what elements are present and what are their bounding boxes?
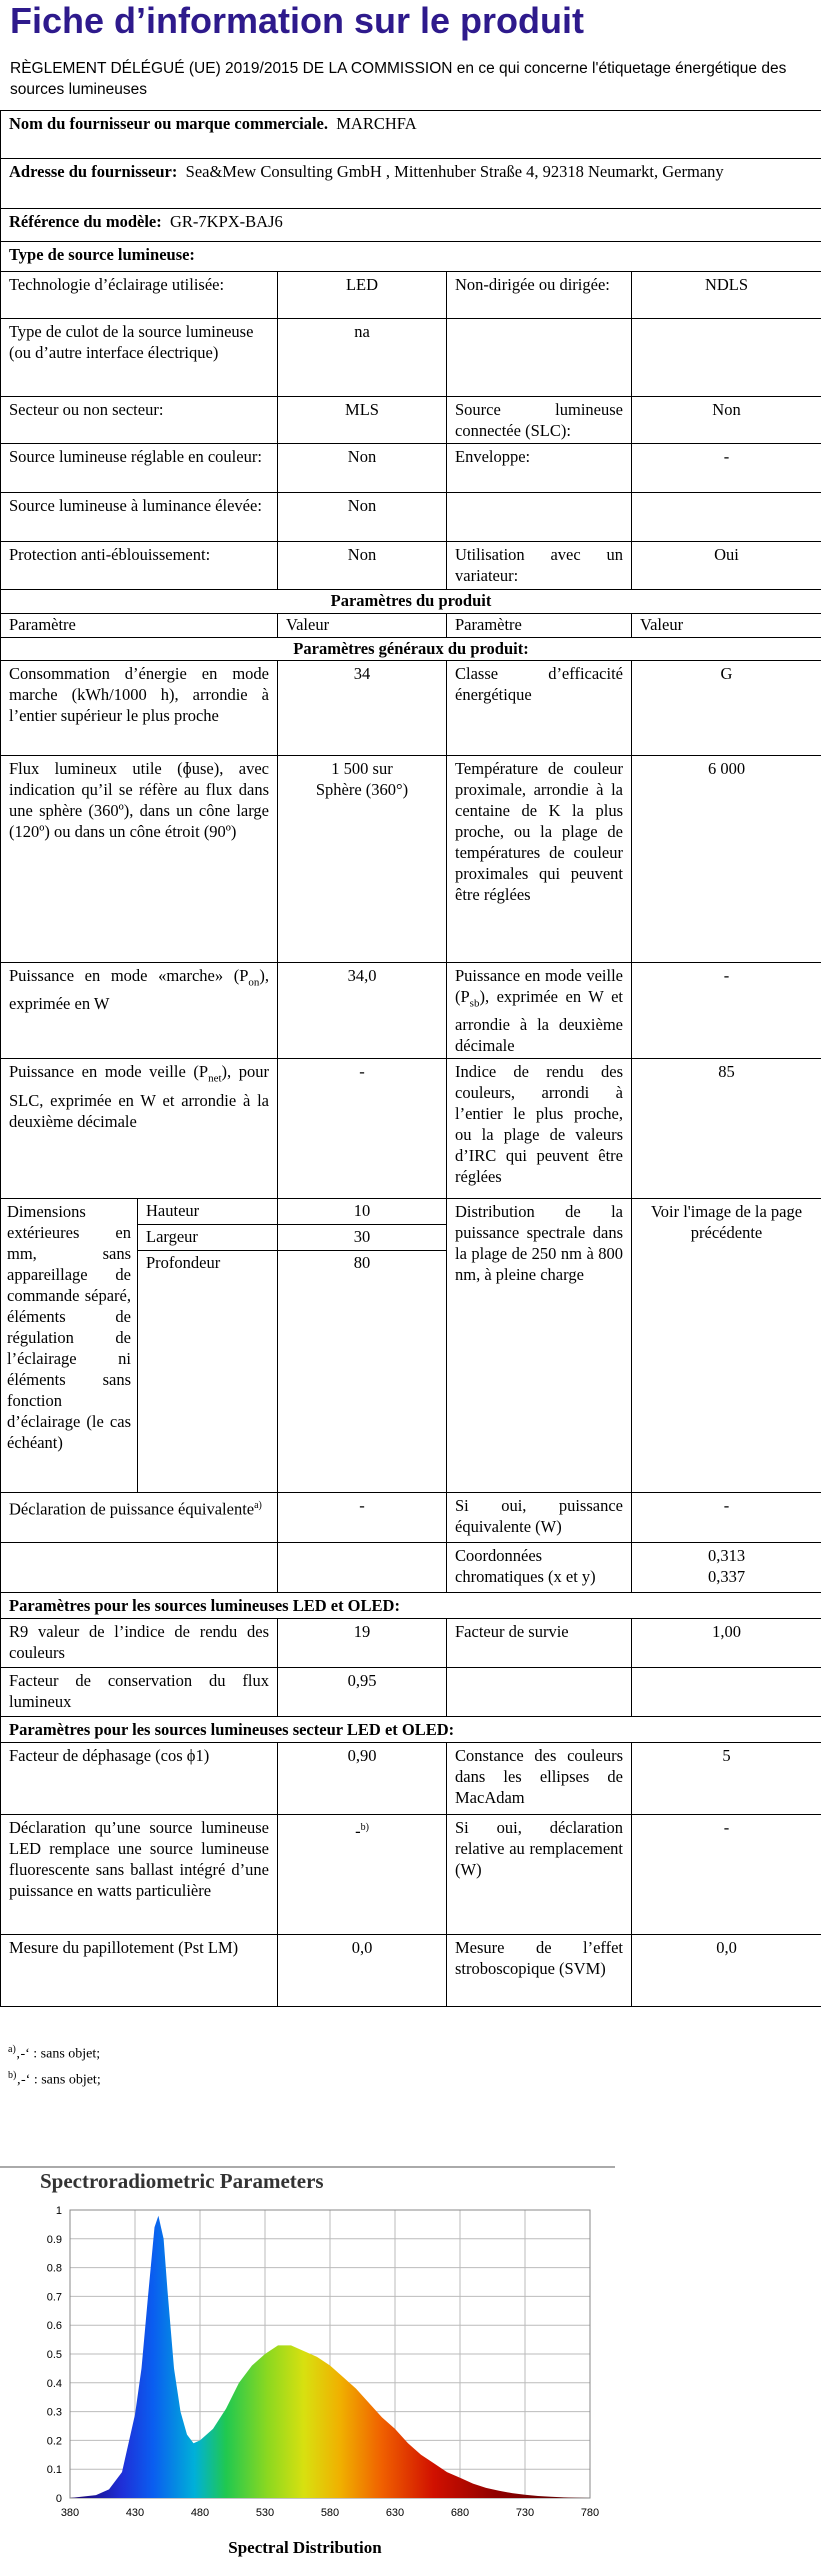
pon-value: 34,0 [278, 963, 447, 1059]
luminance-label: Source lumineuse à luminance élevée: [1, 493, 278, 542]
dimensions-label: Dimensions extérieures en mm, sans appareillage de commande séparé, éléments de régulation de l’éclairage ni éléments sans fonction d’éclairage (le cas échéant) [1, 1199, 138, 1493]
classe-value: G [632, 661, 821, 756]
flux-value [278, 756, 447, 963]
flicker-label: Mesure du papillotement (Pst LM) [1, 1935, 278, 2007]
page-title: Fiche d’information sur le produit [10, 0, 584, 42]
pnet-label [1, 1059, 278, 1199]
envelope-value: - [632, 444, 821, 493]
color-consistency-value: 5 [632, 1743, 821, 1815]
spectral-chart-svg [0, 2150, 620, 2560]
x-axis-label: Spectral Distribution [228, 2538, 382, 2557]
survival-label: Facteur de survie [447, 1619, 632, 1668]
conso-value: 34 [278, 661, 447, 756]
pon-label-b: ), exprimée en W [9, 966, 269, 1013]
footnote-a-mark: a) [8, 2044, 16, 2055]
reglable-label: Source lumineuse réglable en couleur: [1, 444, 278, 493]
chroma-value [632, 1543, 821, 1593]
flux-value-line2: Sphère (360°) [316, 780, 408, 799]
color-consistency-label: Constance des couleurs dans les ellipses de MacAdam [447, 1743, 632, 1815]
largeur-value: 30 [278, 1225, 447, 1251]
chroma-label: Coordonnées chromatiques (x et y) [447, 1543, 632, 1593]
r9-value: 19 [278, 1619, 447, 1668]
classe-label: Classe d’efficacité énergétique [447, 661, 632, 756]
equiv-power-value: - [632, 1493, 821, 1543]
chart-title: Spectroradiometric Parameters [40, 2169, 324, 2193]
x-tick-label: 380 [61, 2507, 79, 2519]
x-tick-label: 780 [581, 2507, 599, 2519]
y-tick-label: 0.4 [47, 2378, 62, 2390]
x-tick-label: 730 [516, 2507, 534, 2519]
dimmer-label: Utilisation avec un variateur: [447, 542, 632, 590]
chroma-y: 0,337 [708, 1567, 745, 1586]
declaration-value: - [278, 1493, 447, 1543]
flux-maint-value: 0,95 [278, 1668, 447, 1717]
secteur-value: MLS [278, 397, 447, 444]
pon-label [1, 963, 278, 1059]
largeur-label: Largeur [138, 1225, 278, 1251]
irc-value: 85 [632, 1059, 821, 1199]
psb-label-a: Puissance en mode veille (P [455, 966, 623, 1006]
temp-label: Température de couleur proximale, arrondie à la centaine de K la plus proche, ou la plage de températures de couleur proximales qui peuvent être réglées [447, 756, 632, 963]
profondeur-label: Profondeur [138, 1251, 278, 1493]
footnote-b-text: ‚-‘ : sans objet; [16, 2073, 100, 2088]
empty-cell [447, 493, 632, 542]
flux-maint-label: Facteur de conservation du flux lumineux [1, 1668, 278, 1717]
spectral-chart [0, 2150, 620, 2560]
y-tick-label: 0.6 [47, 2320, 62, 2332]
hauteur-value: 10 [278, 1199, 447, 1225]
col-param-header: Paramètre [447, 614, 632, 638]
address-value: Sea&Mew Consulting GmbH , Mittenhuber Straße 4, 92318 Neumarkt, Germany [186, 162, 724, 181]
anti-glare-label: Protection anti-éblouissement: [1, 542, 278, 590]
declaration-text: Déclaration de puissance équivalente [9, 1500, 254, 1519]
psb-value: - [632, 963, 821, 1059]
y-tick-label: 0.3 [47, 2407, 62, 2419]
footnote-b [8, 2070, 101, 2089]
empty-cell [1, 1543, 278, 1593]
type-header: Type de source lumineuse: [1, 242, 821, 272]
y-tick-label: 0.1 [47, 2464, 62, 2476]
y-tick-label: 0.7 [47, 2291, 62, 2303]
psb-subscript: sb [470, 997, 480, 1009]
y-tick-label: 1 [56, 2205, 62, 2217]
address-row [1, 159, 821, 209]
stroboscopic-value: 0,0 [632, 1935, 821, 2007]
profondeur-value: 80 [278, 1251, 447, 1493]
address-label: Adresse du fournisseur: [9, 162, 177, 181]
product-info-table [0, 110, 821, 2007]
regulation-text: RÈGLEMENT DÉLÉGUÉ (UE) 2019/2015 DE LA COMMISSION en ce qui concerne l'étiquetage énergétique des sources lumineuses [10, 58, 810, 100]
y-tick-label: 0 [56, 2493, 62, 2505]
footnote-a-text: ‚-‘ : sans objet; [16, 2047, 100, 2062]
equiv-power-label: Si oui, puissance équivalente (W) [447, 1493, 632, 1543]
pon-label-a: Puissance en mode «marche» (P [9, 966, 248, 985]
spectre-value: Voir l'image de la page précédente [632, 1199, 821, 1493]
col-value-header: Valeur [632, 614, 821, 638]
hauteur-label: Hauteur [138, 1199, 278, 1225]
pnet-subscript: net [208, 1073, 221, 1085]
reglable-value: Non [278, 444, 447, 493]
led-replacement-value [278, 1815, 447, 1935]
pon-subscript: on [248, 976, 259, 988]
survival-value: 1,00 [632, 1619, 821, 1668]
flux-value-line1: 1 500 sur [331, 759, 392, 778]
pnet-label-a: Puissance en mode veille (P [9, 1062, 208, 1081]
led-replacement-footnote-mark: b) [361, 1822, 369, 1833]
r9-label: R9 valeur de l’indice de rendu des couleurs [1, 1619, 278, 1668]
empty-cell [278, 1543, 447, 1593]
pnet-value: - [278, 1059, 447, 1199]
psb-label-b: ), exprimée en W et arrondie à la deuxième décimale [455, 987, 623, 1055]
y-tick-label: 0.8 [47, 2263, 62, 2275]
phase-factor-label: Facteur de déphasage (cos ϕ1) [1, 1743, 278, 1815]
spectre-label: Distribution de la puissance spectrale dans la plage de 250 nm à 800 nm, à pleine charge [447, 1199, 632, 1493]
pnet-label-b: ), pour SLC, exprimée en W et arrondie à la deuxième décimale [9, 1062, 269, 1130]
model-value: GR-7KPX-BAJ6 [170, 212, 283, 231]
culot-label-line1: Type de culot de la source lumineuse [9, 322, 253, 341]
declaration-label [1, 1493, 278, 1543]
x-tick-label: 530 [256, 2507, 274, 2519]
led-replacement-dash: - [355, 1822, 361, 1841]
footnote-a [8, 2044, 100, 2063]
nondir-value: NDLS [632, 272, 821, 319]
led-header: Paramètres pour les sources lumineuses LED et OLED: [1, 1593, 821, 1619]
envelope-label: Enveloppe: [447, 444, 632, 493]
psb-label [447, 963, 632, 1059]
col-value-header: Valeur [278, 614, 447, 638]
culot-value: na [278, 319, 447, 397]
x-tick-label: 480 [191, 2507, 209, 2519]
tech-label: Technologie d’éclairage utilisée: [1, 272, 278, 319]
slc-value: Non [632, 397, 821, 444]
params-header: Paramètres du produit [1, 590, 821, 614]
col-param-header: Paramètre [1, 614, 278, 638]
led-replacement-label: Déclaration qu’une source lumineuse LED remplace une source lumineuse fluorescente sans ballast intégré d’une puissance en watts particulière [1, 1815, 278, 1935]
model-label: Référence du modèle: [9, 212, 162, 231]
x-tick-label: 580 [321, 2507, 339, 2519]
declaration-footnote-mark: a) [254, 1500, 262, 1511]
empty-cell [632, 319, 821, 397]
temp-value: 6 000 [632, 756, 821, 963]
footnote-b-mark: b) [8, 2070, 16, 2081]
empty-cell [447, 319, 632, 397]
mains-header: Paramètres pour les sources lumineuses secteur LED et OLED: [1, 1717, 821, 1743]
supplier-value: MARCHFA [336, 114, 416, 133]
model-row [1, 209, 821, 242]
luminance-value: Non [278, 493, 447, 542]
x-tick-label: 680 [451, 2507, 469, 2519]
conso-label: Consommation d’énergie en mode marche (kWh/1000 h), arrondie à l’entier supérieur le plus proche [1, 661, 278, 756]
slc-label: Source lumineuse connectée (SLC): [447, 397, 632, 444]
stroboscopic-label: Mesure de l’effet stroboscopique (SVM) [447, 1935, 632, 2007]
secteur-label: Secteur ou non secteur: [1, 397, 278, 444]
phase-factor-value: 0,90 [278, 1743, 447, 1815]
flicker-value: 0,0 [278, 1935, 447, 2007]
empty-cell [447, 1668, 632, 1717]
x-tick-label: 430 [126, 2507, 144, 2519]
x-tick-label: 630 [386, 2507, 404, 2519]
empty-cell [632, 493, 821, 542]
general-header: Paramètres généraux du produit: [1, 638, 821, 661]
chroma-x: 0,313 [708, 1546, 745, 1565]
empty-cell [632, 1668, 821, 1717]
supplier-label: Nom du fournisseur ou marque commerciale. [9, 114, 328, 133]
nondir-label: Non-dirigée ou dirigée: [447, 272, 632, 319]
anti-glare-value: Non [278, 542, 447, 590]
y-tick-labels [47, 2205, 62, 2505]
x-tick-labels [61, 2507, 599, 2519]
flux-label: Flux lumineux utile (ɸuse), avec indication qu’il se réfère au flux dans une sphère (360º), dans un cône large (120º) ou dans un cône étroit (90º) [1, 756, 278, 963]
supplier-row [1, 111, 821, 159]
replacement-power-value: - [632, 1815, 821, 1935]
culot-label [1, 319, 278, 397]
replacement-power-label: Si oui, déclaration relative au remplacement (W) [447, 1815, 632, 1935]
dimmer-value: Oui [632, 542, 821, 590]
tech-value: LED [278, 272, 447, 319]
y-tick-label: 0.2 [47, 2435, 62, 2447]
culot-label-line2: (ou d’autre interface électrique) [9, 343, 218, 362]
irc-label: Indice de rendu des couleurs, arrondi à l’entier le plus proche, ou la plage de valeurs d’IRC qui peuvent être réglées [447, 1059, 632, 1199]
y-tick-label: 0.9 [47, 2234, 62, 2246]
y-tick-label: 0.5 [47, 2349, 62, 2361]
